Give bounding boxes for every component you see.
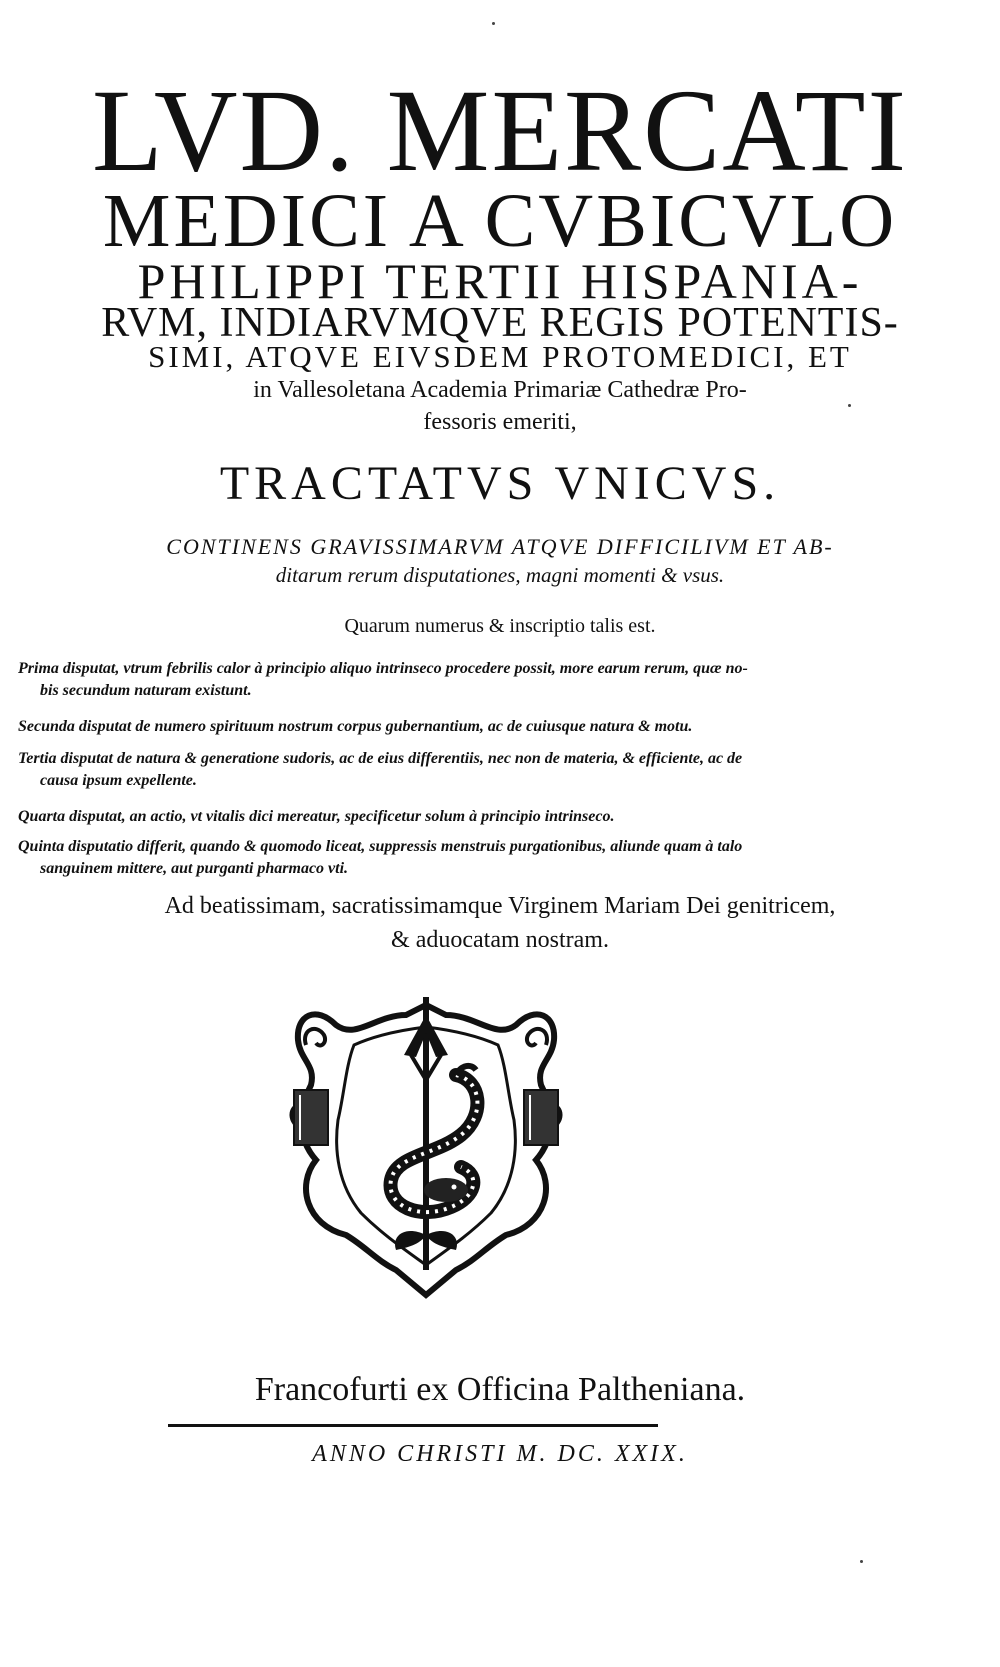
disputation-continuation: sanguinem mittere, aut purganti pharmaco vti. [40,860,349,877]
disputation-item [18,716,898,738]
disputation-text: Prima disputat, vtrum febrilis calor à principio aliquo intrinseco procedere possit, more earum rerum, quæ no- [18,660,748,677]
disputation-continuation: causa ipsum expellente. [40,772,197,789]
disputation-text: Quarta disputat, an actio, vt vitalis dici mereatur, specificetur solum à principio intrinseco. [18,808,615,825]
disputation-continuation: bis secundum naturam existunt. [40,682,252,699]
divider-rule [168,1424,658,1427]
author-name: LVD. MERCATI [92,65,908,196]
disputation-item [18,806,898,828]
author-title-line-5: SIMI, ATQVE EIVSDEM PROTOMEDICI, ET [148,339,852,374]
publication-year: ANNO CHRISTI M. DC. XXIX. [312,1441,688,1467]
author-title-line-3: PHILIPPI TERTII HISPANIA- [137,253,863,309]
author-title-line-7: fessoris emeriti, [423,409,577,435]
disputation-item [18,658,898,702]
print-speck [492,22,495,25]
print-speck [848,404,851,407]
subtitle-line-2: ditarum rerum disputationes, magni momenti & vsus. [275,563,725,587]
work-title: TRACTATVS VNICVS. [219,457,781,510]
author-title-line-2: MEDICI A CVBICVLO [102,179,898,263]
disputation-item [18,748,898,792]
disputation-text: Tertia disputat de natura & generatione sudoris, ac de eius differentiis, nec non de materia, & efficiente, ac de [18,750,743,767]
dedication-line-2: & aduocatam nostram. [391,927,609,953]
dedication-line-1: Ad beatissimam, sacratissimamque Virginem Mariam Dei genitricem, [164,893,836,919]
subtitle-line-1: CONTINENS GRAVISSIMARVM ATQVE DIFFICILIVM ET AB- [166,534,834,559]
disputation-text: Quinta disputatio differit, quando & quomodo liceat, suppressis menstruis purgationibus, aliunde quam à talo [18,838,743,855]
author-title-line-4: RVM, INDIARVMQVE REGIS POTENTIS- [101,300,899,346]
imprint: Francofurti ex Officina Paltheniana. [254,1371,746,1408]
contents-heading: Quarum numerus & inscriptio talis est. [344,615,656,637]
author-title-line-6: in Vallesoletana Academia Primariæ Cathedræ Pro- [253,377,747,403]
disputation-text: Secunda disputat de numero spirituum nostrum corpus gubernantium, ac de cuiusque natura & motu. [18,718,693,735]
print-speck [860,1560,863,1563]
disputation-item [18,836,898,880]
printers-device-icon [276,985,576,1310]
